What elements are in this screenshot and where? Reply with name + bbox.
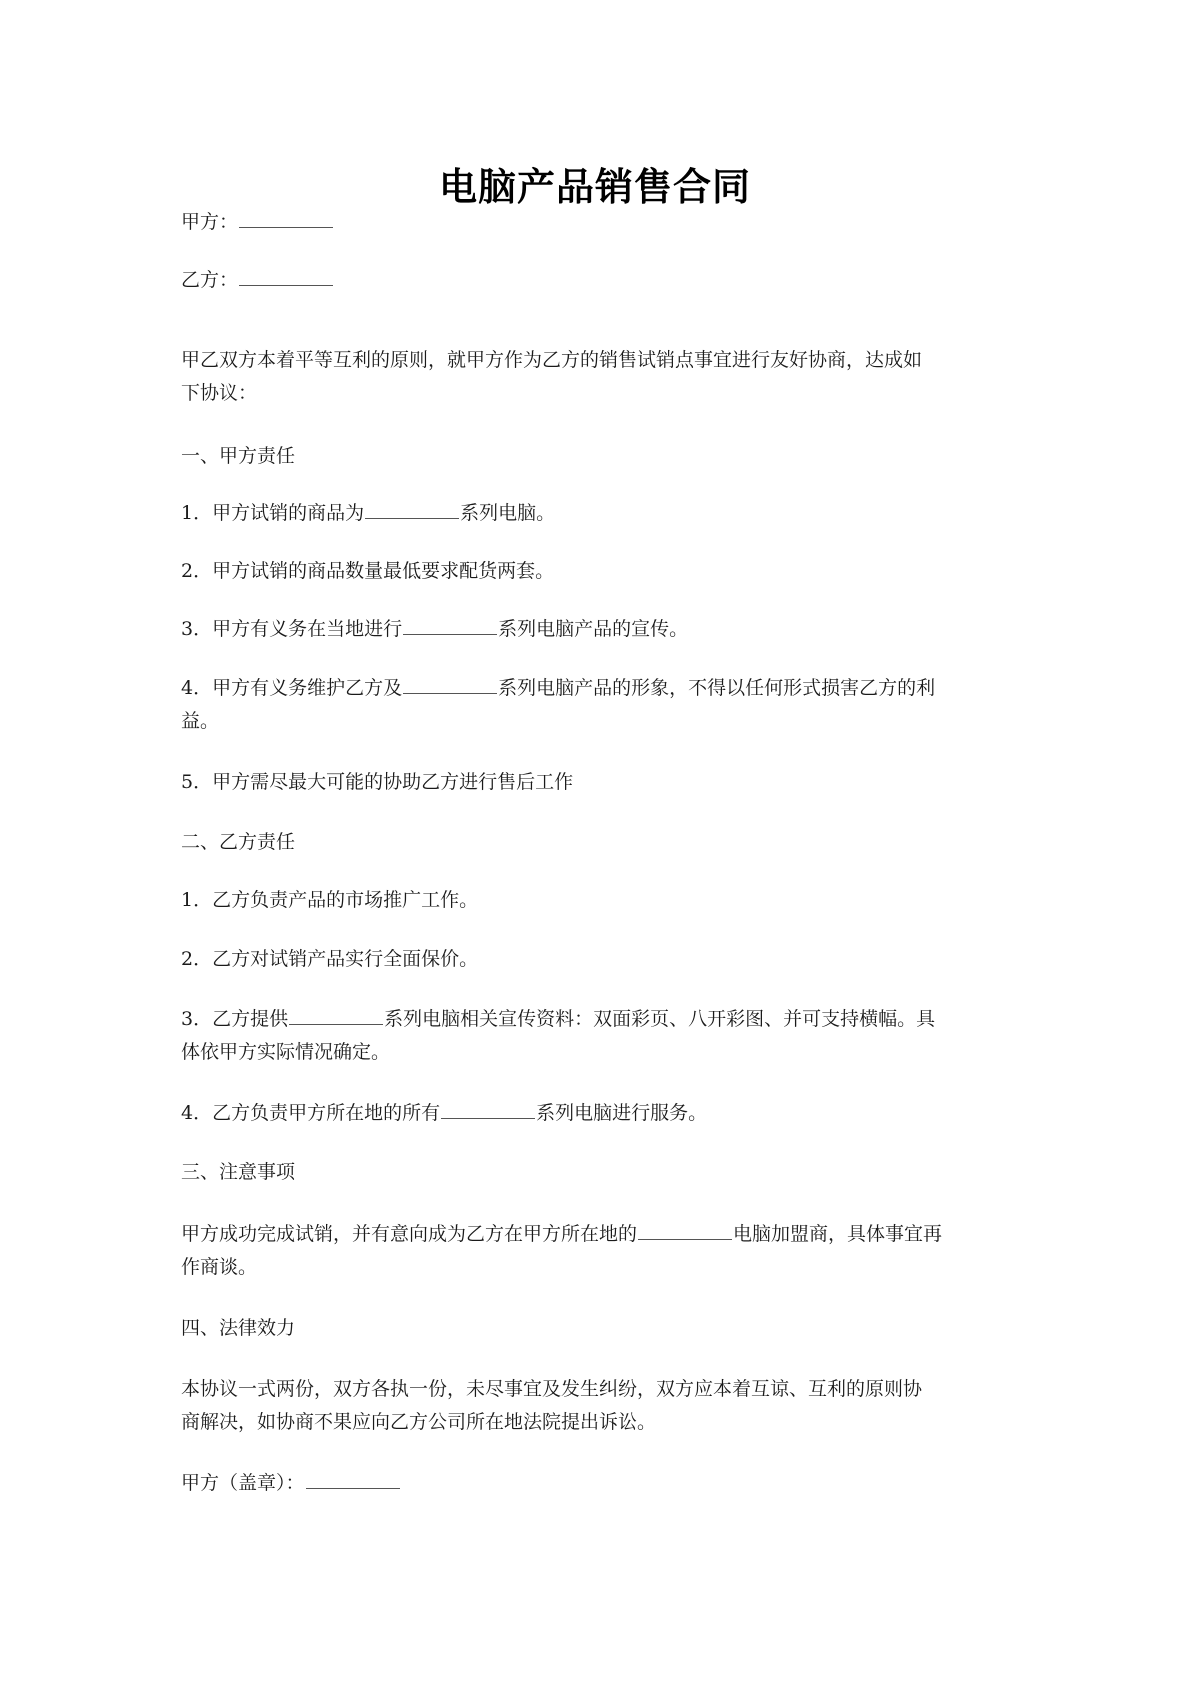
clause-a-2: 2．甲方试销的商品数量最低要求配货两套。 <box>181 560 555 582</box>
section-heading-party-a-duties: 一、甲方责任 <box>181 445 296 467</box>
legal-paragraph-line-1: 本协议一式两份，双方各执一份，未尽事宜及发生纠纷，双方应本着互谅、互利的原则协 <box>181 1378 923 1400</box>
signature-party-a-label: 甲方（盖章）： <box>181 1472 305 1494</box>
clause-text: 4．乙方负责甲方所在地的所有 <box>181 1102 441 1124</box>
clause-blank <box>365 500 459 519</box>
clause-blank <box>441 1100 535 1119</box>
legal-paragraph-line-2: 商解决，如协商不果应向乙方公司所在地法院提出诉讼。 <box>181 1411 657 1433</box>
clause-text: 电脑加盟商，具体事宜再 <box>733 1223 943 1245</box>
clause-a-1 <box>181 497 1021 529</box>
document-title: 电脑产品销售合同 <box>438 165 751 209</box>
preamble-line-1: 甲乙双方本着平等互利的原则，就甲方作为乙方的销售试销点事宜进行友好协商，达成如 <box>181 349 923 371</box>
party-b-blank <box>239 267 333 286</box>
clause-text: 4．甲方有义务维护乙方及 <box>181 677 403 699</box>
clause-blank <box>638 1221 732 1240</box>
party-b-label: 乙方： <box>181 269 239 291</box>
preamble-line-2: 下协议： <box>181 382 258 404</box>
signature-party-a-line <box>181 1467 1021 1499</box>
section-heading-notes: 三、注意事项 <box>181 1161 296 1183</box>
clause-text: 系列电脑产品的宣传。 <box>498 618 689 640</box>
clause-a-3 <box>181 613 1021 645</box>
party-b-line <box>181 264 1021 296</box>
clause-blank <box>289 1006 383 1025</box>
party-a-line <box>181 206 1021 238</box>
clause-b-3 <box>181 1003 1021 1035</box>
clause-a-4 <box>181 672 1021 704</box>
section-heading-party-b-duties: 二、乙方责任 <box>181 831 296 853</box>
clause-text: 系列电脑产品的形象，不得以任何形式损害乙方的利 <box>498 677 936 699</box>
clause-b-3-continuation: 体依甲方实际情况确定。 <box>181 1041 391 1063</box>
clause-text: 1．甲方试销的商品为 <box>181 502 365 524</box>
clause-blank <box>403 616 497 635</box>
notes-paragraph-line-2: 作商谈。 <box>181 1256 258 1278</box>
clause-text: 系列电脑相关宣传资料：双面彩页、八开彩图、并可支持横幅。具 <box>384 1008 936 1030</box>
clause-a-5: 5．甲方需尽最大可能的协助乙方进行售后工作 <box>181 771 574 793</box>
clause-b-1: 1．乙方负责产品的市场推广工作。 <box>181 889 479 911</box>
party-a-label: 甲方： <box>181 211 239 233</box>
party-a-blank <box>239 209 333 228</box>
clause-text: 系列电脑进行服务。 <box>536 1102 708 1124</box>
signature-party-a-blank <box>306 1470 400 1489</box>
clause-a-4-continuation: 益。 <box>181 710 220 732</box>
clause-b-2: 2．乙方对试销产品实行全面保价。 <box>181 948 479 970</box>
section-heading-legal-effect: 四、法律效力 <box>181 1317 296 1339</box>
clause-text: 系列电脑。 <box>460 502 556 524</box>
clause-text: 3．甲方有义务在当地进行 <box>181 618 403 640</box>
clause-text: 甲方成功完成试销，并有意向成为乙方在甲方所在地的 <box>181 1223 638 1245</box>
notes-paragraph-line-1 <box>181 1218 1021 1250</box>
clause-blank <box>403 675 497 694</box>
clause-text: 3．乙方提供 <box>181 1008 289 1030</box>
clause-b-4 <box>181 1097 1021 1129</box>
